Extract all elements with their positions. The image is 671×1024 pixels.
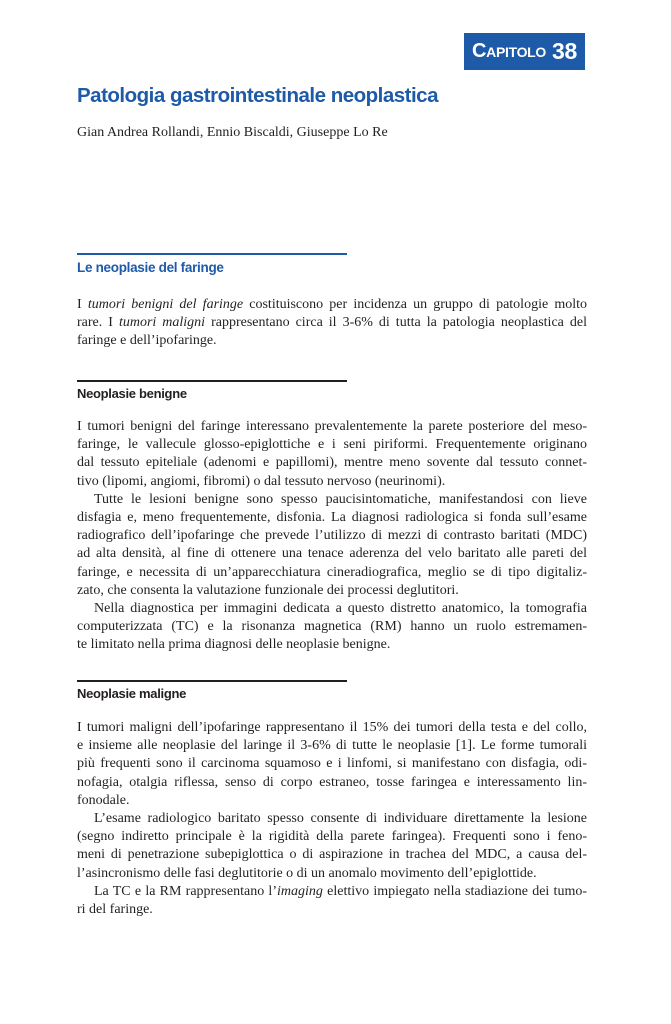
subsection-rule <box>77 380 347 382</box>
text-line: te limitato nella prima diagnosi delle neoplasie benigne. <box>77 637 391 653</box>
text-line: L’esame radiologico baritato spesso consente di individuare direttamente la lesione <box>94 810 587 826</box>
text-line: disfagia e, meno frequentemente, disfonia. La diagnosi radiologica si fonda sull’esame <box>77 509 587 525</box>
text-line: faringe, le vallecule glosso-epiglottiche e i seni piriformi. Frequentemente originano <box>77 437 587 453</box>
text-line: faringe, e necessita di un’apparecchiatura cineradiografica, meglio se di tipo digitaliz- <box>77 564 587 580</box>
benign-paragraphs <box>77 418 587 654</box>
chapter-label <box>464 33 585 70</box>
text-line: meni di penetrazione subepiglottica o di aspirazione in trachea del MDC, a causa del- <box>77 847 587 863</box>
section-rule <box>77 253 347 255</box>
intro-paragraph <box>77 296 587 351</box>
chapter-number: 38 <box>552 38 577 64</box>
text-line: I tumori maligni dell’ipofaringe rappresentano il 15% dei tumori della testa e del collo, <box>77 720 587 735</box>
text-line: I tumori benigni del faringe costituiscono per incidenza un gruppo di patologie molto <box>77 297 587 312</box>
chapter-title: Patologia gastrointestinale neoplastica <box>77 84 438 107</box>
text-line: Tutte le lesioni benigne sono spesso paucisintomatiche, manifestandosi con lieve <box>94 491 587 507</box>
malignant-paragraphs <box>77 719 587 919</box>
text-line: Nella diagnostica per immagini dedicata a questo distretto anatomico, la tomografia <box>94 600 587 616</box>
text-line: radiografico dell’ipofaringe che prevede l’utilizzo di mezzi di contrasto baritati (MDC) <box>77 528 587 544</box>
text-line: ri del faringe. <box>77 901 153 917</box>
text-line: I tumori benigni del faringe interessano prevalentemente la parete posteriore del meso- <box>77 419 587 434</box>
subsection-heading: Neoplasie benigne <box>77 386 187 401</box>
text-line: dal tessuto epiteliale (adenomi e papillomi), mentre meno sovente dal tessuto connet- <box>77 455 587 471</box>
text-line: computerizzata (TC) e la risonanza magnetica (RM) hanno un ruolo estremamen- <box>77 619 587 635</box>
text-line: e insieme alle neoplasie del laringe il 3-6% di tutte le neoplasie [1]. Le forme tumorali <box>77 738 587 754</box>
subsection-heading: Neoplasie maligne <box>77 686 187 701</box>
text-line: faringe e dell’ipofaringe. <box>77 333 217 349</box>
text-line: tivo (lipomi, angiomi, fibromi) o dal tessuto nervoso (neurinomi). <box>77 473 446 489</box>
text-line: (segno indiretto principale è la rigidità della parete faringea). Frequenti sono i feno- <box>77 829 587 845</box>
text-line: l’asincronismo delle fasi deglutitorie o di un anomalo movimento dell’epiglottide. <box>77 865 537 881</box>
text-line: rare. I tumori maligni rappresentano circa il 3-6% di tutta la patologia neoplastica del <box>77 315 587 331</box>
section-heading: Le neoplasie del faringe <box>77 260 224 275</box>
text-line: ad alta densità, al fine di ottenere una tenace aderenza del velo baritato alle pareti del <box>77 546 587 562</box>
text-line: fonodale. <box>77 792 130 808</box>
authors: Gian Andrea Rollandi, Ennio Biscaldi, Giuseppe Lo Re <box>77 125 388 140</box>
chapter-word: Capitolo <box>472 40 547 62</box>
text-line: La TC e la RM rappresentano l’imaging elettivo impiegato nella stadiazione dei tumo- <box>94 883 588 899</box>
subsection-rule <box>77 680 347 682</box>
text-line: più frequenti sono il carcinoma squamoso e i linfomi, si manifestano con disfagia, odi- <box>77 756 587 772</box>
text-line: nofagia, otalgia riflessa, senso di corpo estraneo, tosse faringea e interessamento lin- <box>77 774 587 790</box>
text-line: zato, che consenta la valutazione funzionale dei processi deglutitori. <box>77 582 459 598</box>
